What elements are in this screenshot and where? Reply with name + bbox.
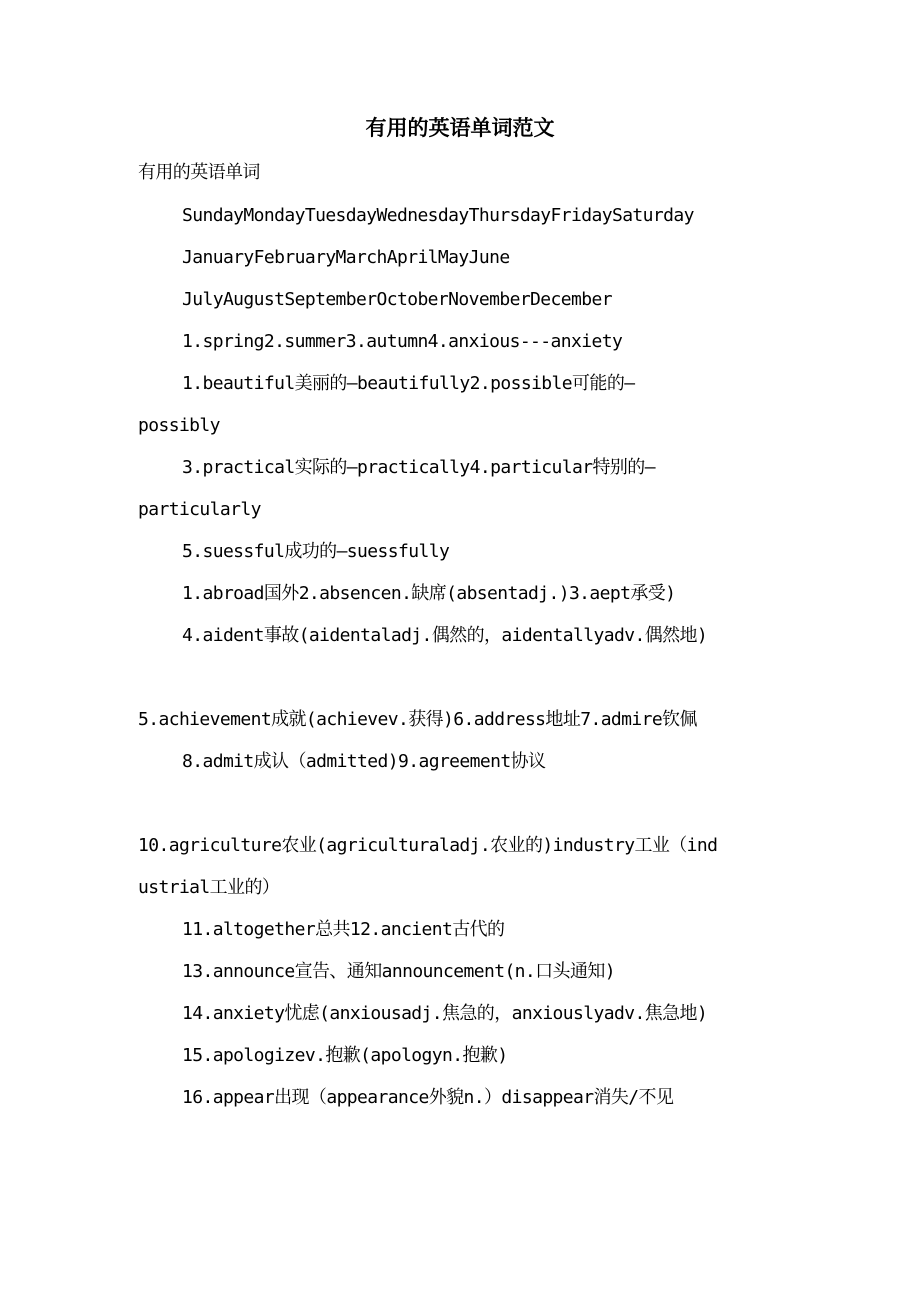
text-line: 13.announce宣告、通知announcement(n.口头通知) — [182, 961, 615, 982]
text-line: 16.appear出现（appearance外貌n.）disappear消失/不见 — [182, 1087, 674, 1108]
text-line-months-1: JanuaryFebruaryMarchAprilMayJune — [182, 247, 510, 268]
text-line: 14.anxiety忧虑(anxiousadj.焦急的，anxiouslyadv.焦急地) — [182, 1003, 708, 1024]
text-line: 5.suessful成功的—suessfully — [182, 541, 450, 562]
text-line-seasons: 1.spring2.summer3.autumn4.anxious---anxiety — [182, 331, 623, 352]
text-line: particularly — [138, 499, 261, 520]
text-line: 5.achievement成就(achievev.获得)6.address地址7.admire钦佩 — [138, 709, 697, 730]
text-line: 4.aident事故(aidentaladj.偶然的，aidentallyadv.偶然地) — [182, 625, 708, 646]
document-title: 有用的英语单词范文 — [365, 115, 555, 140]
text-line-weekdays: SundayMondayTuesdayWednesdayThursdayFridaySaturday — [182, 205, 694, 226]
text-line: 11.altogether总共12.ancient古代的 — [182, 919, 505, 940]
text-line: 10.agriculture农业(agriculturaladj.农业的)industry工业（ind — [138, 835, 718, 856]
text-line: possibly — [138, 415, 220, 436]
text-line: 1.abroad国外2.absencen.缺席(absentadj.)3.aept承受) — [182, 583, 676, 604]
text-line: 1.beautiful美丽的—beautifully2.possible可能的— — [182, 373, 635, 394]
text-line-months-2: JulyAugustSeptemberOctoberNovemberDecember — [182, 289, 612, 310]
text-line: ustrial工业的） — [138, 877, 280, 898]
text-line: 3.practical实际的—practically4.particular特别的— — [182, 457, 655, 478]
text-line: 8.admit成认（admitted)9.agreement协议 — [182, 751, 546, 772]
subtitle-line: 有用的英语单词 — [138, 162, 260, 183]
text-line: 15.apologizev.抱歉(apologyn.抱歉) — [182, 1045, 508, 1066]
